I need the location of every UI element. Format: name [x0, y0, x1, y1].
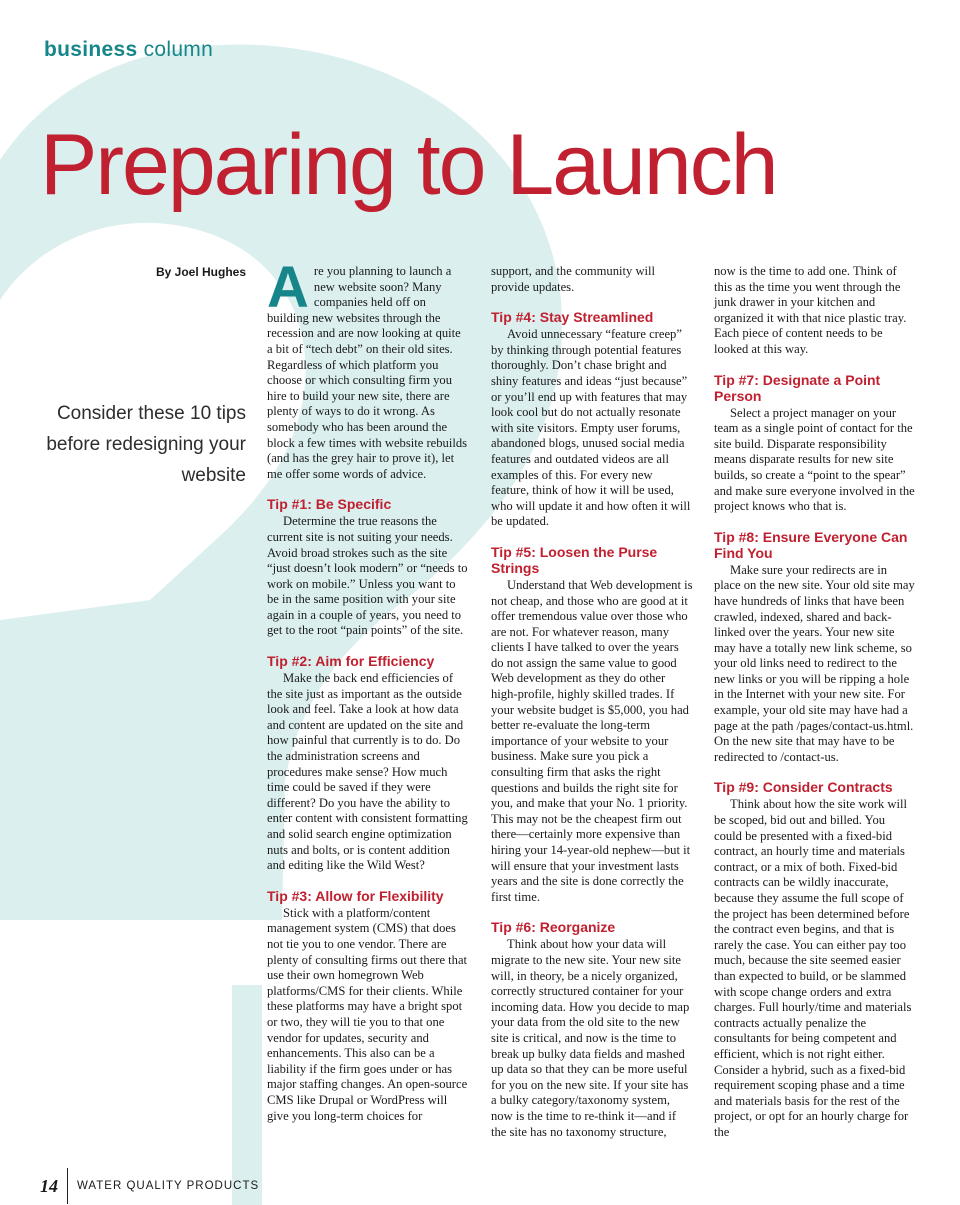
- article-deck: Consider these 10 tips before redesigning your website: [46, 403, 246, 486]
- publication-name: WATER QUALITY PRODUCTS: [77, 1180, 260, 1192]
- body-paragraph: Understand that Web development is not cheap, and those who are good at it offer tremendous value over those who are not. For whatever reason, many clients I have talked to over the years do not assign the same value to good Web development as they do other high-profile, highly skilled trades. If your website budget is $5,000, you had better re-evaluate the long-term importance of your website to your business. Make sure you pick a consulting firm that asks the right questions and builds the right site for you, and make that your No. 1 priority. This may not be the cheapest firm out there—certainly more expensive than hiring your 14-year-old nephew—but it will ensure that your investment lasts years and the site is done correctly the first time.: [491, 577, 693, 904]
- body-paragraph: support, and the community will provide updates.: [491, 264, 656, 294]
- tip-heading: Tip #9: Consider Contracts: [714, 779, 893, 796]
- section-tag-light: column: [143, 38, 214, 61]
- dropcap: A: [267, 255, 309, 320]
- text-column-3: [714, 264, 916, 1141]
- tip-heading: Tip #7: Designate a Point Person: [714, 371, 881, 404]
- tip-heading: Tip #1: Be Specific: [267, 496, 392, 513]
- footer-divider: [67, 1168, 68, 1204]
- text-column-1: [267, 255, 469, 1124]
- body-paragraph: Make the back end efficiencies of the site just as important as the outside look and feel. Take a look at how data and content are updated on the site and how painful that currently is to do. Do the administration screens and procedures make sense? How much time could be saved if they were different? Do you have the ability to enter content with consistent formatting and solid search engine optimization nuts and bolts, or is content addition and editing like the Wild West?: [267, 671, 468, 873]
- section-tag: [44, 38, 213, 62]
- text-column-2: [491, 264, 693, 1140]
- body-paragraph-text: re you planning to launch a new website soon? Many companies held off on building new websites through the recession and are now looking at quite a bit of “tech debt” on their old sites. Regardless of which platform you choose or which consulting firm you hire to build your new site, there are plenty of ways to do it wrong. As somebody who has been around the block a few times with website rebuilds (and has the grey hair to prove it), let me offer some words of advice.: [267, 264, 468, 481]
- article-title: Preparing to Launch: [40, 117, 777, 213]
- tip-heading: Tip #5: Loosen the Purse Strings: [491, 543, 658, 576]
- tip-heading: Tip #6: Reorganize: [491, 919, 616, 936]
- body-paragraph: now is the time to add one. Think of this as the time you went through the junk drawer in your kitchen and organized it with that nice plastic tray. Each piece of content needs to be looked at this way.: [714, 264, 907, 356]
- body-paragraph: Determine the true reasons the current site is not suiting your needs. Avoid broad strokes such as the site “just doesn’t look modern” or “needs to work on mobile.” Unless you want to be in the same position with your site again in a couple of years, you need to get to the root “pain points” of the site.: [267, 514, 468, 638]
- page-number: 14: [40, 1175, 58, 1196]
- byline: By Joel Hughes: [155, 265, 246, 279]
- tip-heading: Tip #2: Aim for Efficiency: [267, 653, 435, 670]
- section-tag-bold: business: [44, 38, 138, 61]
- body-paragraph: Make sure your redirects are in place on the new site. Your old site may have hundreds of links that have been crawled, indexed, shared and back-linked over the years. Your new site may have a totally new link scheme, so your old links need to redirect to the new links or you will be ripping a hole in the Internet with your new site. For example, your old site may have had a page at the path /pages/contact-us.html. On the new site that may have to be redirected to /contact-us.: [714, 562, 915, 764]
- body-paragraph: Avoid unnecessary “feature creep” by thinking through potential features thoroughly. Don’t chase bright and shiny features and ideas “just because” or you’ll end up with features that may look cool but do not actually resonate with site visitors. Empty user forums, abandoned blogs, unused social media features and outdated videos are all examples of this. For every new feature, think of how it will be used, who will update it and how often it will be updated.: [491, 327, 691, 529]
- body-paragraph: Think about how the site work will be scoped, bid out and billed. You could be presented with a fixed-bid contract, an hourly time and materials contract, or a mix of both. Fixed-bid contracts can be wildly inaccurate, because they assume the full scope of the project has been determined before the contract even begins, and that is rarely the case. You can either pay too much, because the site seemed easier than expected to build, or be slammed with scope change orders and extra charges. Full hourly/time and materials contracts actually penalize the consultants for being competent and efficient, which is not right either. Consider a hybrid, such as a fixed-bid requirement scoping phase and a time and materials basis for the rest of the project, or opt for an hourly charge for the: [714, 797, 912, 1139]
- body-paragraph: Select a project manager on your team as a single point of contact for the site build. Disparate responsibility means disparate results for new site builds, so create a “point to the spear” and make sure everyone involved in the project knows who that is.: [714, 405, 915, 514]
- tip-heading: Tip #3: Allow for Flexibility: [267, 887, 444, 904]
- body-paragraph: Think about how your data will migrate to the new site. Your new site will, in theory, be a nicely organized, correctly structured container for your incoming data. How you decide to map your data from the old site to the new site is critical, and now is the time to break up bulky data fields and mashed up data so that they can be more useful for you on the new site. If your site has a bulky category/taxonomy system, now is the time to re-think it—and if the site has no taxonomy structure,: [491, 937, 690, 1139]
- tip-heading: Tip #4: Stay Streamlined: [491, 309, 654, 326]
- page-footer: [40, 1168, 259, 1204]
- body-paragraph: Stick with a platform/content management system (CMS) that does not tie you to one vendor. There are plenty of consulting firms out there that use their own homegrown Web platforms/CMS for their clients. While these platforms may have a bright spot or two, they will tie you to that one vendor for updates, security and enhancements. This also can be a liability if the firm goes under or has major staffing changes. An open-source CMS like Drupal or WordPress will give you long-term choices for: [267, 905, 468, 1123]
- tip-heading: Tip #8: Ensure Everyone Can Find You: [714, 528, 908, 561]
